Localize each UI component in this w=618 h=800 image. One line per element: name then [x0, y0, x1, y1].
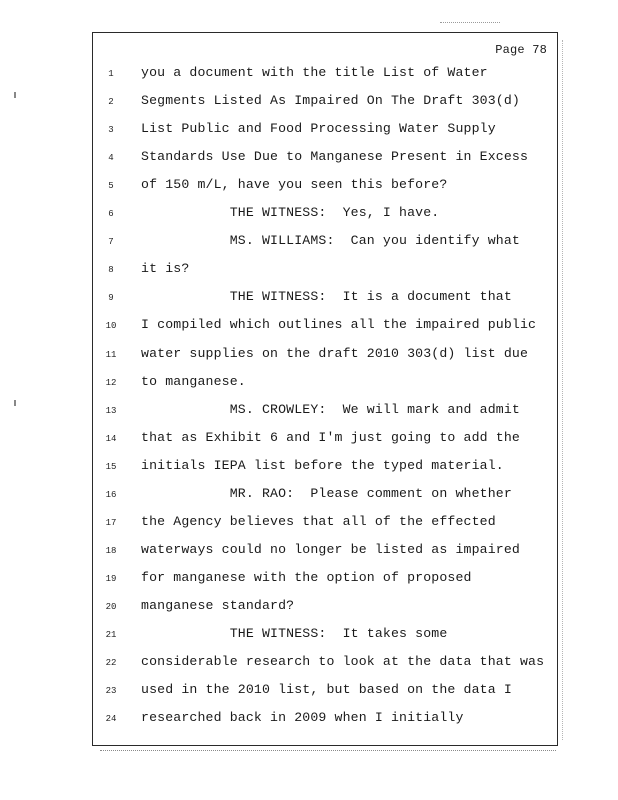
line-text: I compiled which outlines all the impaired public	[141, 317, 537, 333]
line-text: of 150 m/L, have you seen this before?	[141, 177, 448, 193]
transcript-line	[93, 149, 559, 169]
line-number: 18	[105, 545, 117, 556]
line-number: 24	[105, 714, 117, 725]
transcript-line	[93, 514, 559, 534]
line-text: manganese standard?	[141, 597, 295, 613]
line-text: Segments Listed As Impaired On The Draft 303(d)	[141, 93, 520, 109]
line-text: used in the 2010 list, but based on the data I	[141, 682, 512, 698]
transcript-line	[93, 402, 559, 422]
line-number: 10	[105, 321, 117, 332]
line-number: 7	[108, 237, 114, 248]
line-text: for manganese with the option of proposed	[141, 569, 472, 585]
line-text: MR. RAO: Please comment on whether	[141, 485, 512, 501]
line-text: THE WITNESS: It takes some	[141, 626, 448, 641]
transcript-line	[93, 205, 559, 225]
line-number: 5	[108, 181, 114, 192]
line-text: to manganese.	[141, 373, 246, 389]
line-number: 19	[105, 573, 117, 584]
line-number: 17	[105, 517, 117, 528]
transcript-line	[93, 65, 559, 85]
transcript-line	[93, 289, 559, 309]
transcript-line	[93, 598, 559, 618]
line-number: 23	[105, 686, 117, 697]
transcript-line	[93, 177, 559, 197]
page-number: Page 78	[495, 43, 547, 57]
line-number: 22	[105, 658, 117, 669]
line-number: 12	[105, 377, 117, 388]
scan-speck	[14, 400, 16, 406]
line-number: 21	[105, 630, 117, 640]
transcript-line	[93, 654, 559, 674]
transcript-line	[93, 374, 559, 394]
line-text: it is?	[141, 261, 190, 277]
transcript-line	[93, 710, 559, 730]
transcript-line	[93, 682, 559, 702]
line-text: considerable research to look at the data that was	[141, 654, 545, 670]
line-number: 8	[108, 265, 114, 276]
transcript-line	[93, 570, 559, 590]
line-number: 11	[105, 349, 117, 360]
line-number: 14	[105, 433, 117, 444]
transcript-line	[93, 93, 559, 113]
line-text: researched back in 2009 when I initially	[141, 710, 464, 726]
line-text: initials IEPA list before the typed material.	[141, 457, 504, 473]
line-text: Standards Use Due to Manganese Present in Excess	[141, 149, 529, 165]
line-text: THE WITNESS: It is a document that	[141, 289, 512, 305]
line-number: 15	[105, 461, 117, 472]
scan-speck	[14, 92, 16, 98]
scan-artifact-right	[562, 40, 564, 740]
line-number: 9	[108, 293, 114, 304]
line-text: MS. CROWLEY: We will mark and admit	[141, 401, 520, 417]
transcript-page	[92, 32, 558, 746]
line-number: 6	[108, 209, 114, 220]
transcript-line	[93, 346, 559, 366]
transcript-line	[93, 121, 559, 141]
transcript-line	[93, 458, 559, 478]
line-number: 1	[108, 69, 114, 79]
transcript-line	[93, 261, 559, 281]
transcript-line	[93, 542, 559, 562]
line-number: 20	[105, 601, 117, 612]
line-text: MS. WILLIAMS: Can you identify what	[141, 233, 520, 249]
transcript-line	[93, 486, 559, 506]
transcript-line	[93, 233, 559, 253]
line-number: 4	[108, 153, 114, 164]
line-text: waterways could no longer be listed as impaired	[141, 541, 520, 557]
transcript-line	[93, 430, 559, 450]
line-text: THE WITNESS: Yes, I have.	[141, 205, 440, 221]
transcript-line	[93, 317, 559, 337]
line-number: 3	[108, 125, 114, 136]
scan-artifact-top	[440, 22, 500, 24]
line-text: that as Exhibit 6 and I'm just going to add the	[141, 429, 520, 445]
line-text: you a document with the title List of Water	[141, 65, 488, 80]
line-number: 16	[105, 489, 117, 500]
transcript-line	[93, 626, 559, 646]
line-text: the Agency believes that all of the effected	[141, 513, 496, 529]
line-number: 13	[105, 405, 117, 416]
line-number: 2	[108, 97, 114, 108]
line-text: List Public and Food Processing Water Supply	[141, 121, 496, 137]
scan-artifact-bottom	[100, 750, 556, 753]
line-text: water supplies on the draft 2010 303(d) list due	[141, 345, 529, 361]
